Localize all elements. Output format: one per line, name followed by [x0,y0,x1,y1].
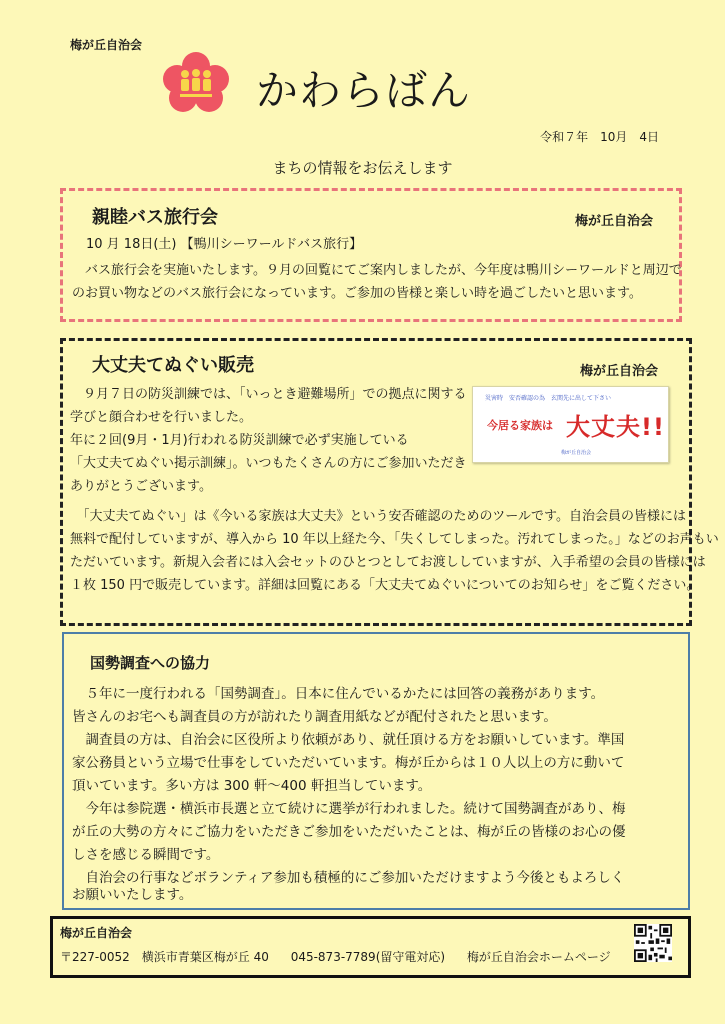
tenugui-org: 梅が丘自治会 [580,364,659,379]
tenugui-line-4: 「大丈夫てぬぐい掲示訓練」。いつもたくさんの方にご参加いただき [70,456,467,471]
association-logo [163,52,229,114]
poster-top-text: 災害時 安否確認の為 玄関先に出して下さい [485,395,612,402]
bus-trip-line-2: バス旅行会を実施いたします。９月の回覧にてご案内しましたが、今年度は鴨川シーワールドと周辺で [72,263,682,278]
poster-mid-text: 今居る家族は [487,419,553,432]
bus-trip-org: 梅が丘自治会 [575,214,654,229]
tenugui-line-6: 「大丈夫てぬぐい」は《今いる家族は大丈夫》という安否確認のためのツールです。自治会員の皆様には [70,509,686,524]
tenugui-line-8: ただいています。新規入会者には入会セットのひとつとしてお渡ししていますが、入手希望の会員の皆様には [70,555,706,570]
tenugui-heading: 大丈夫てぬぐい販売 [92,355,254,376]
census-line-10: お願いいたします。 [72,887,193,903]
census-line-9: 自治会の行事などボランティア参加も積極的にご参加いただけますよう今後ともよろしく [72,870,625,886]
issue-date: 令和７年 10月 4日 [540,130,659,144]
census-line-5: 頂いています。多い方は 300 軒～400 軒担当しています。 [72,778,432,794]
footer-address: 〒227-0052 横浜市青葉区梅が丘 40 [60,950,269,964]
tenugui-line-2: 学びと顔合わせを行いました。 [70,410,253,425]
census-heading: 国勢調査への協力 [90,654,211,672]
census-line-2: 皆さんのお宅へも調査員の方が訪れたり調査用紙などが配付されたと思います。 [72,709,557,725]
census-line-7: が丘の大勢の方々にご協力をいただきご参加をいただいたことは、梅が丘の皆様のお心の優 [72,824,626,840]
footer-contact-box [50,916,691,978]
tenugui-poster-image [472,386,669,463]
census-line-1: ５年に一度行われる「国勢調査」。日本に住んでいるかたには回答の義務があります。 [72,686,605,702]
footer-homepage-link[interactable]: 梅が丘自治会ホームページ [466,950,611,964]
footer-phone: 045-873-7789(留守電対応) [290,950,446,964]
header-org: 梅が丘自治会 [70,38,143,52]
census-line-8: しさを感じる瞬間です。 [72,847,220,863]
tenugui-line-5: ありがとうございます。 [70,479,212,494]
newsletter-subtitle: まちの情報をお伝えします [272,159,453,177]
tenugui-line-1: ９月７日の防災訓練では、「いっとき避難場所」での拠点に関する [70,387,467,402]
qr-code-icon[interactable] [634,924,672,962]
bus-trip-line-3: のお買い物などのバス旅行会になっています。ご参加の皆様と楽しい時を過ごしたいと思います。 [72,286,642,301]
bus-trip-line-1: 10 月 18日(土) 【鴨川シーワールドバス旅行】 [86,237,363,252]
tenugui-line-9: １枚 150 円で販売しています。詳細は回覧にある「大丈夫てぬぐいについてのお知らせ」をご覧ください。 [70,578,700,593]
tenugui-line-7: 無料で配付していますが、導入から 10 年以上経た今、「失くしてしまった。汚れてしまった。」などのお声もい [70,532,719,547]
newsletter-title: かわらばん [256,66,472,115]
footer-org: 梅が丘自治会 [60,926,133,940]
census-line-4: 家公務員という立場で仕事をしていただいています。梅が丘からは１０人以上の方に動いて [72,755,625,771]
census-line-3: 調査員の方は、自治会に区役所より依頼があり、就任頂ける方をお願いしています。準国 [72,732,625,748]
footer-contact-line [60,948,629,965]
poster-bottom-text: 梅が丘自治会 [561,450,592,456]
bus-trip-heading: 親睦バス旅行会 [92,207,218,228]
poster-big-text: 大丈夫!! [566,413,665,441]
tenugui-line-3: 年に２回(9月・1月)行われる防災訓練で必ず実施している [70,433,409,448]
census-line-6: 今年は参院選・横浜市長選と立て続けに選挙が行われました。続けて国勢調査があり、梅 [72,801,626,817]
